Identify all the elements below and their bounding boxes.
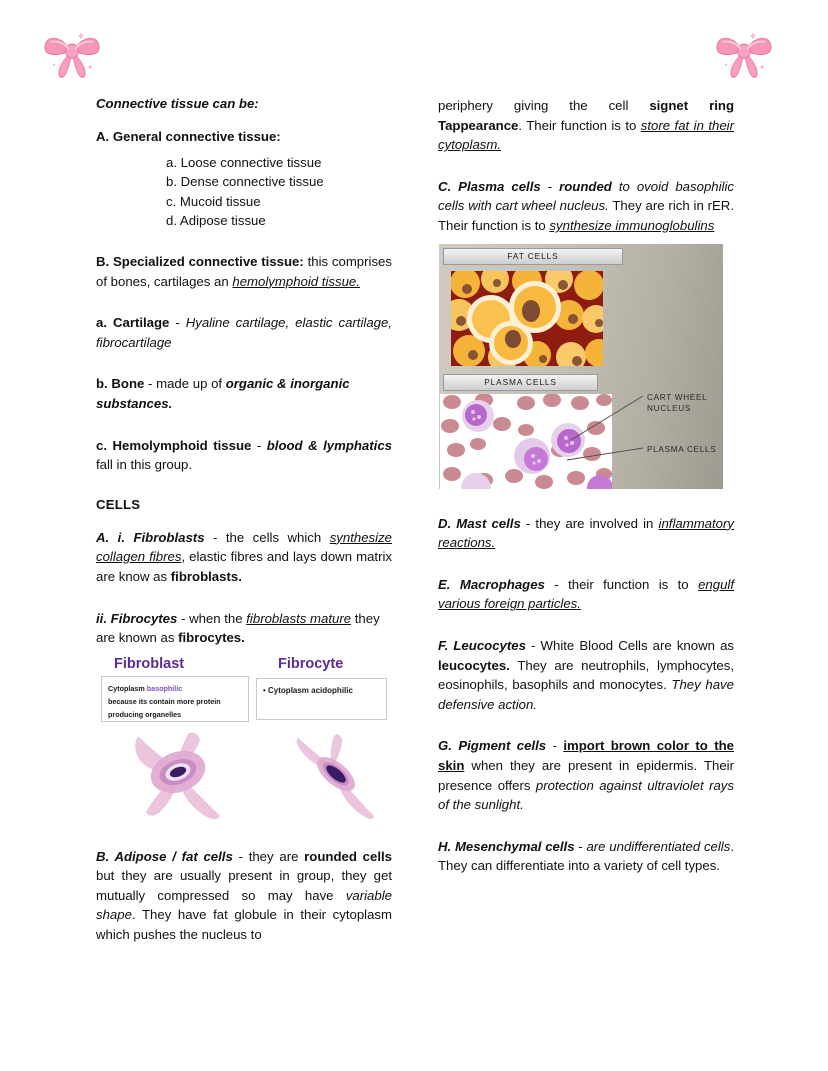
pink-bow-icon xyxy=(40,20,104,82)
section-heading-connective-tissue: Connective tissue can be: xyxy=(96,96,259,111)
right-text-column xyxy=(438,96,734,882)
section-b-paragraph: B. Specialized connective tissue: this comprises of bones, cartilages an hemolymphoid tissue. xyxy=(96,253,392,289)
fibroblast-line-1: Cytoplasm basophilic xyxy=(108,683,183,693)
fibrocyte-line-1: • Cytoplasm acidophilic xyxy=(263,685,353,695)
item-pigment-cells: G. Pigment cells - import brown color to the skin when they are present in epidermis. Their presence offers protection against ultraviolet rays of the sunlight. xyxy=(438,738,734,813)
fibrocyte-description-box xyxy=(256,678,387,720)
item-hemolymphoid: c. Hemolymphoid tissue - blood & lymphatics fall in this group. xyxy=(96,437,392,473)
item-bone: b. Bone - made up of organic & inorganic substances. xyxy=(96,376,350,411)
fibroblast-line-3: producing organelles xyxy=(108,709,182,719)
cells-heading: CELLS xyxy=(96,496,141,512)
item-adipose: B. Adipose / fat cells - they are rounded cells but they are usually present in group, they get mutually compressed so may have variable shape. They have fat globule in their cytoplasm which pushes the nucleus to xyxy=(96,848,392,943)
figure-fat-and-plasma-cells xyxy=(439,244,723,489)
item-mast-cells: D. Mast cells - they are involved in inflammatory reactions. xyxy=(438,515,734,551)
label-plasma-cells: PLASMA CELLS xyxy=(647,444,717,454)
figure-title-fibroblast: Fibroblast xyxy=(114,655,185,672)
item-fibroblasts: A. i. Fibroblasts - the cells which synthesize collagen fibres, elastic fibres and lays down matrix are know as fibroblasts. xyxy=(96,529,392,584)
figure-title-fibrocyte: Fibrocyte xyxy=(278,655,344,672)
item-fibrocytes: ii. Fibrocytes - when the fibroblasts mature they are known as fibrocytes. xyxy=(96,610,380,646)
list-item: a. Loose connective tissue xyxy=(166,154,322,170)
item-plasma-cells: C. Plasma cells - rounded to ovoid basophilic cells with cart wheel nucleus. They are rich in rER. Their function is to synthesize immunoglobulins xyxy=(438,178,734,233)
item-leucocytes: F. Leucocytes - White Blood Cells are known as leucocytes. They are neutrophils, lymphocytes, eosinophils, basophils and monocytes. They have defensive action. xyxy=(438,637,734,712)
fibroblast-description-box xyxy=(101,676,249,722)
item-cartilage: a. Cartilage - Hyaline cartilage, elastic cartilage, fibrocartilage xyxy=(96,315,392,350)
caption-fat-cells: FAT CELLS xyxy=(443,248,623,265)
item-macrophages: E. Macrophages - their function is to engulf various foreign particles. xyxy=(438,576,734,612)
figure-fibroblast-vs-fibrocyte xyxy=(96,656,392,826)
section-a-title: A. General connective tissue: xyxy=(96,129,281,144)
list-item: d. Adipose tissue xyxy=(166,213,266,229)
fibroblast-line-2: because its contain more protein xyxy=(108,696,221,706)
list-item: c. Mucoid tissue xyxy=(166,193,261,209)
paragraph-continuation: periphery giving the cell signet ring Tappearance. Their function is to store fat in their cytoplasm. xyxy=(438,98,734,153)
label-cart-wheel-nucleus: CART WHEEL NUCLEUS xyxy=(647,392,708,413)
item-mesenchymal-cells: H. Mesenchymal cells - are undifferentiated cells. They can differentiate into a variety of cell types. xyxy=(438,838,734,874)
left-text-column xyxy=(96,96,392,951)
fibrocyte-micrograph xyxy=(278,730,388,827)
section-a-list xyxy=(96,153,392,231)
list-item: b. Dense connective tissue xyxy=(166,174,324,190)
caption-plasma-cells: PLASMA CELLS xyxy=(443,374,598,391)
fibroblast-micrograph xyxy=(116,728,246,828)
pink-bow-icon xyxy=(712,20,776,82)
